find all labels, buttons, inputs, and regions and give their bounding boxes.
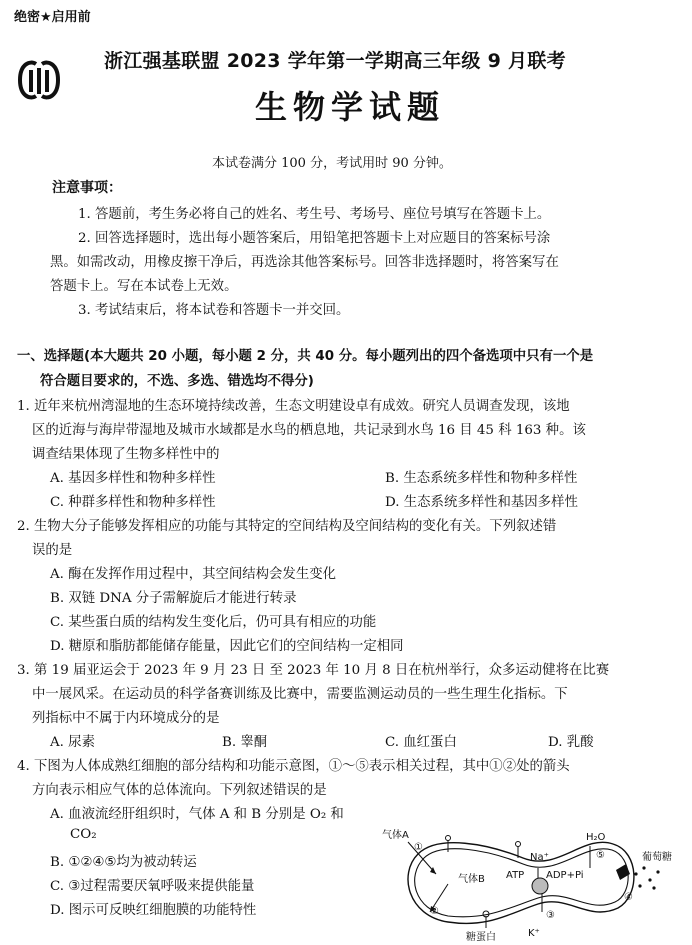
num-4: ④ — [624, 892, 633, 903]
adp-label: ADP+Pi — [546, 870, 584, 881]
q3-option-a[interactable]: A. 尿素 — [50, 735, 95, 750]
q2-option-b[interactable]: B. 双链 DNA 分子需解旋后才能进行转录 — [50, 591, 297, 606]
q3-option-b[interactable]: B. 睾酮 — [222, 735, 268, 750]
q4-option-d[interactable]: D. 图示可反映红细胞膜的功能特性 — [50, 903, 257, 918]
num-5: ⑤ — [596, 850, 605, 861]
q2-option-d[interactable]: D. 糖原和脂肪都能储存能量，因此它们的空间结构一定相同 — [50, 639, 404, 654]
q1-option-a[interactable]: A. 基因多样性和物种多样性 — [50, 471, 216, 486]
q1-option-c[interactable]: C. 种群多样性和物种多样性 — [50, 495, 216, 510]
question-4-text: 4. 下图为人体成熟红细胞的部分结构和功能示意图，①～⑤表示相关过程，其中①②处的箭头 — [17, 759, 570, 774]
notice-item: 3. 考试结束后，将本试卷和答题卡一并交回。 — [78, 303, 350, 318]
num-2: ② — [430, 906, 439, 917]
q2-option-c[interactable]: C. 某些蛋白质的结构发生变化后，仍可具有相应的功能 — [50, 615, 377, 630]
section-heading-cont: 符合题目要求的，不选、多选、错选均不得分) — [40, 374, 314, 389]
exam-meta: 本试卷满分 100 分，考试用时 90 分钟。 — [212, 156, 452, 171]
k-label: K⁺ — [528, 928, 540, 939]
question-1-text: 区的近海与海岸带湿地及城市水域都是水鸟的栖息地，共记录到水鸟 16 目 45 科 163 种。该 — [32, 423, 586, 438]
q4-option-c[interactable]: C. ③过程需要厌氧呼吸来提供能量 — [50, 879, 255, 894]
glycoprotein-label: 糖蛋白 — [466, 932, 496, 943]
gas-a-label: 气体A — [382, 830, 409, 841]
notice-heading: 注意事项： — [52, 180, 122, 196]
q3-option-d[interactable]: D. 乳酸 — [548, 735, 594, 750]
exam-title: 浙江强基联盟 2023 学年第一学期高三年级 9 月联考 — [104, 50, 566, 72]
alliance-logo-icon — [14, 58, 64, 102]
q1-option-d[interactable]: D. 生态系统多样性和基因多样性 — [385, 495, 578, 510]
question-1-text: 1. 近年来杭州湾湿地的生态环境持续改善，生态文明建设卓有成效。研究人员调查发现，该地 — [17, 399, 570, 414]
q1-option-b[interactable]: B. 生态系统多样性和物种多样性 — [385, 471, 578, 486]
question-3-text: 中一展风采。在运动员的科学备赛训练及比赛中，需要监测运动员的一些生理生化指标。下 — [32, 687, 568, 702]
num-1: ① — [414, 842, 423, 853]
glucose-label: 葡萄糖 — [642, 852, 672, 863]
question-2-text: 2. 生物大分子能够发挥相应的功能与其特定的空间结构及空间结构的变化有关。下列叙述错 — [17, 519, 557, 534]
q2-option-a[interactable]: A. 酶在发挥作用过程中，其空间结构会发生变化 — [50, 567, 336, 582]
gas-b-label: 气体B — [458, 874, 485, 885]
question-4-text: 方向表示相应气体的总体流向。下列叙述错误的是 — [32, 783, 327, 798]
confidential-label: 绝密★启用前 — [14, 10, 91, 25]
na-label: Na⁺ — [530, 852, 549, 863]
question-3-text: 列指标中不属于内环境成分的是 — [32, 711, 220, 726]
notice-item: 2. 回答选择题时，选出每小题答案后，用铅笔把答题卡上对应题目的答案标号涂 — [78, 231, 551, 246]
question-3-text: 3. 第 19 届亚运会于 2023 年 9 月 23 日 至 2023 年 10 月 8 日在杭州举行，众多运动健将在比赛 — [17, 663, 610, 678]
atp-label: ATP — [506, 870, 525, 881]
notice-item: 黑。如需改动，用橡皮擦干净后，再选涂其他答案标号。回答非选择题时，将答案写在 — [50, 255, 559, 270]
num-3: ③ — [546, 910, 555, 921]
notice-item: 答题卡上。写在本试卷上无效。 — [50, 279, 238, 294]
question-2-text: 误的是 — [32, 543, 73, 558]
notice-item: 1. 答题前，考生务必将自己的姓名、考生号、考场号、座位号填写在答题卡上。 — [78, 207, 551, 222]
q3-option-c[interactable]: C. 血红蛋白 — [385, 735, 457, 750]
red-blood-cell-diagram — [378, 824, 672, 943]
q4-option-a-cont: CO₂ — [70, 827, 97, 842]
q4-option-a[interactable]: A. 血液流经肝组织时，气体 A 和 B 分别是 O₂ 和 — [50, 807, 344, 822]
subject-title: 生物学试题 — [255, 88, 446, 126]
q4-option-b[interactable]: B. ①②④⑤均为被动转运 — [50, 855, 197, 870]
section-heading: 一、选择题(本大题共 20 小题，每小题 2 分，共 40 分。每小题列出的四个备选项中只有一个是 — [17, 349, 594, 364]
h2o-label: H₂O — [586, 832, 606, 843]
question-1-text: 调查结果体现了生物多样性中的 — [32, 447, 220, 462]
